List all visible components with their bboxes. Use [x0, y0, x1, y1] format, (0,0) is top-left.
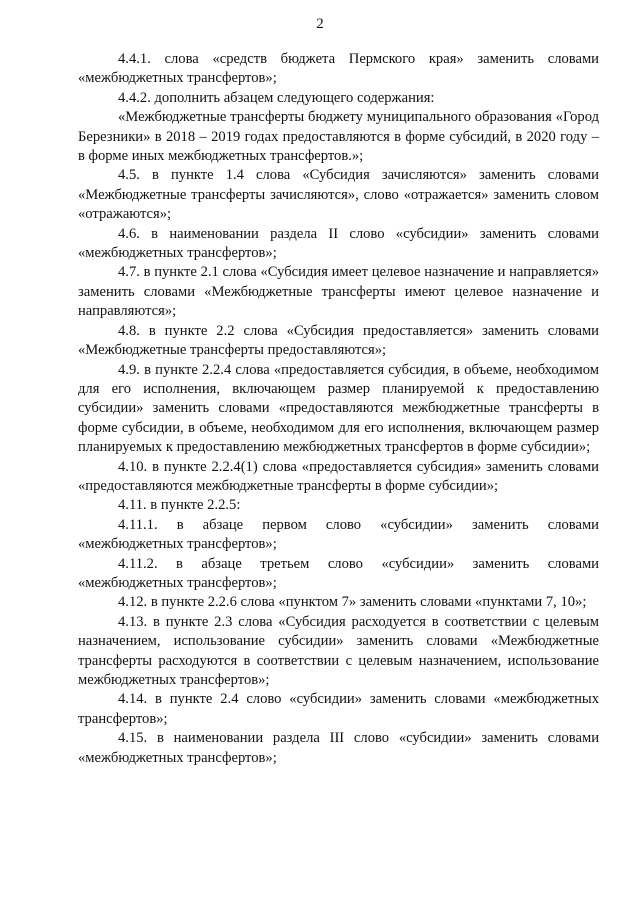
paragraph-4-11-1: 4.11.1. в абзаце первом слово «субсидии» заменить словами «межбюджетных трансфертов»; [78, 516, 599, 553]
paragraph-4-8: 4.8. в пункте 2.2 слова «Субсидия предоставляется» заменить словами «Межбюджетные трансферты предоставляются»; [78, 322, 599, 359]
paragraph-4-11-2: 4.11.2. в абзаце третьем слово «субсидии» заменить словами «межбюджетных трансфертов»; [78, 555, 599, 591]
paragraph-4-9: 4.9. в пункте 2.2.4 слова «предоставляется субсидия, в объеме, необходимом для его исполнения, включающем размер планируемой к предоставлению субсидии» заменить словами «предоставляются межбюджетные трансферты в форме субсидии, в объеме, необходимом для его исполнения, включающем размер планируемых к предоставлению межбюджетных трансфертов в форме субсидии»; [78, 361, 599, 456]
paragraph-4-14: 4.14. в пункте 2.4 слово «субсидии» заменить словами «межбюджетных трансфертов»; [78, 691, 599, 727]
paragraph-4-11: 4.11. в пункте 2.2.5: [118, 497, 241, 514]
paragraph-4-4-2: 4.4.2. дополнить абзацем следующего содержания: [118, 89, 435, 106]
paragraph-quote-insert: «Межбюджетные трансферты бюджету муниципального образования «Город Березники» в 2018 – 2019 годах предоставляются в форме субсидий, в 2020 году – в форме иных межбюджетных трансфертов.»; [78, 109, 599, 165]
paragraph-4-7: 4.7. в пункте 2.1 слова «Субсидия имеет целевое назначение и направляется» заменить словами «Межбюджетные трансферты имеют целевое назначение и направляются»; [78, 264, 599, 320]
paragraph-4-5: 4.5. в пункте 1.4 слова «Субсидия зачисляются» заменить словами «Межбюджетные трансферты зачисляются», слово «отражается» заменить словом «отражаются»; [78, 167, 599, 223]
paragraph-4-10: 4.10. в пункте 2.2.4(1) слова «предоставляется субсидия» заменить словами «предоставляются межбюджетные трансферты в форме субсидии»; [78, 458, 599, 494]
paragraph-4-4-1: 4.4.1. слова «средств бюджета Пермского края» заменить словами «межбюджетных трансфертов»; [78, 51, 599, 87]
paragraph-4-12: 4.12. в пункте 2.2.6 слова «пунктом 7» заменить словами «пунктами 7, 10»; [118, 594, 587, 611]
paragraph-4-13: 4.13. в пункте 2.3 слова «Субсидия расходуется в соответствии с целевым назначением, использование субсидии» заменить словами «Межбюджетные трансферты расходуются в соответствии с целевым назначением, использование межбюджетных трансфертов»; [78, 613, 599, 688]
paragraph-4-6: 4.6. в наименовании раздела II слово «субсидии» заменить словами «межбюджетных трансфертов»; [78, 225, 599, 262]
page-number: 2 [316, 16, 324, 32]
paragraph-4-15: 4.15. в наименовании раздела III слово «субсидии» заменить словами «межбюджетных трансфертов»; [78, 730, 599, 766]
document-body [78, 50, 599, 768]
